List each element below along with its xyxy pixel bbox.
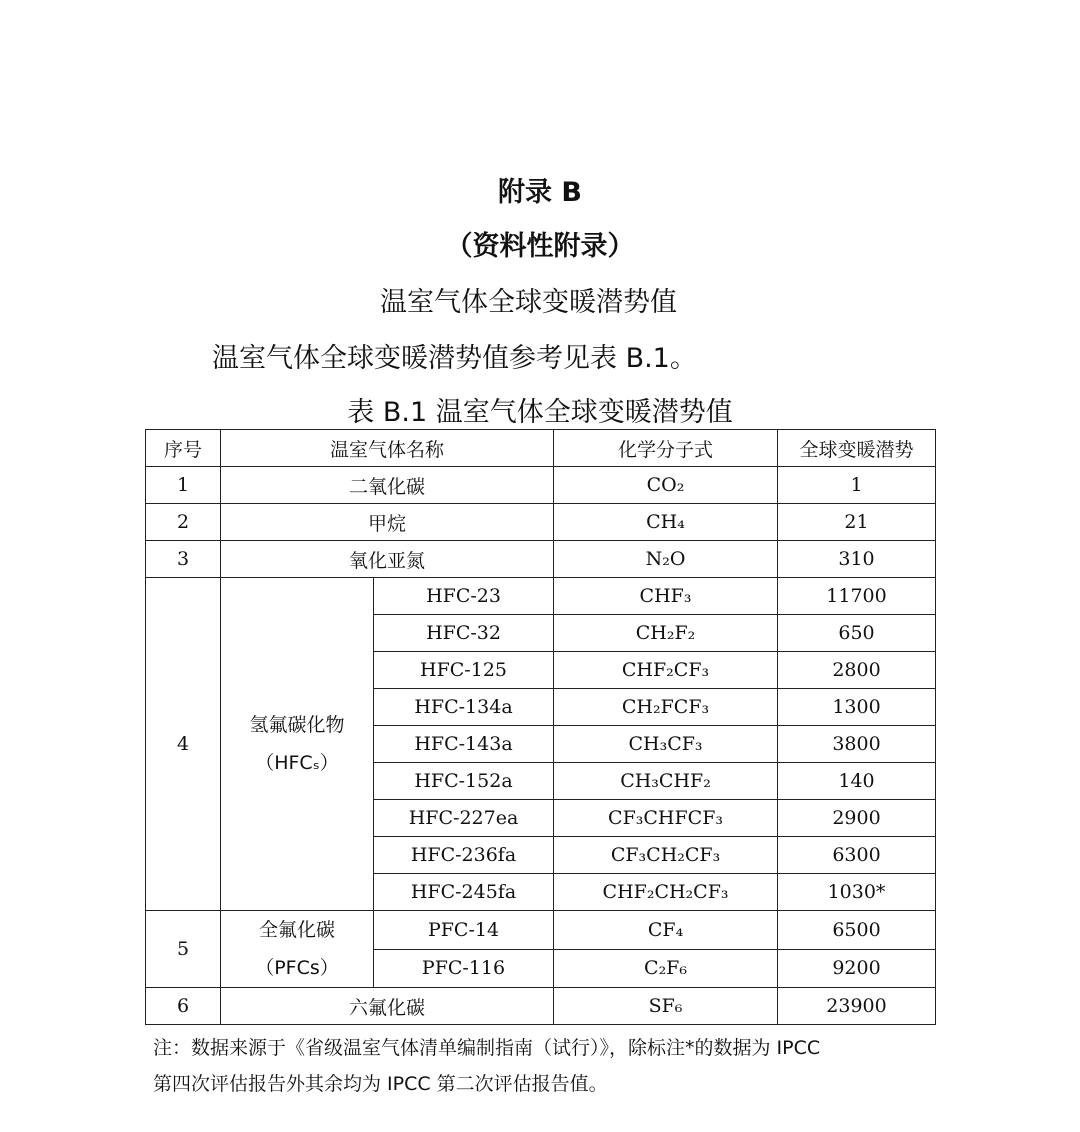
row-number: 6 (146, 988, 221, 1025)
section-heading: 温室气体全球变暖潜势值 (380, 287, 677, 318)
chemical-formula: CF₄ (554, 911, 778, 950)
chemical-formula: CH₃CF₃ (554, 726, 778, 763)
table-row (146, 541, 936, 578)
row-number: 1 (146, 467, 221, 504)
gas-name: HFC-125 (374, 652, 554, 689)
header-cell-no: 序号 (146, 430, 221, 467)
table-row (146, 504, 936, 541)
gwp-value: 23900 (778, 988, 936, 1025)
category-abbreviation: （PFCs） (255, 957, 339, 979)
row-number: 3 (146, 541, 221, 578)
chemical-formula: CH₂F₂ (554, 615, 778, 652)
gwp-value: 21 (778, 504, 936, 541)
gwp-value: 140 (778, 763, 936, 800)
row-number: 4 (146, 578, 221, 911)
row-number: 2 (146, 504, 221, 541)
gas-name: 六氟化碳 (221, 988, 554, 1025)
header-cell-gwp: 全球变暖潜势 (778, 430, 936, 467)
gas-name: HFC-245fa (374, 874, 554, 911)
table-row (146, 988, 936, 1025)
gas-name: HFC-227ea (374, 800, 554, 837)
gwp-value: 11700 (778, 578, 936, 615)
header-cell-name: 温室气体名称 (221, 430, 554, 467)
chemical-formula: CHF₃ (554, 578, 778, 615)
gas-name: HFC-32 (374, 615, 554, 652)
intro-paragraph: 温室气体全球变暖潜势值参考见表 B.1。 (212, 343, 697, 374)
gwp-table (145, 429, 936, 1025)
note-line: 注：数据来源于《省级温室气体清单编制指南（试行）》，除标注*的数据为 IPCC (153, 1037, 821, 1059)
category-name: 氢氟碳化物 (249, 714, 345, 736)
chemical-formula: CH₃CHF₂ (554, 763, 778, 800)
category-name: 全氟化碳 (258, 919, 335, 941)
chemical-formula: N₂O (554, 541, 778, 578)
gwp-value: 6500 (778, 911, 936, 950)
gas-name: 二氧化碳 (221, 467, 554, 504)
chemical-formula: CF₃CHFCF₃ (554, 800, 778, 837)
appendix-subtitle: （资料性附录） (445, 231, 635, 262)
gas-name: HFC-236fa (374, 837, 554, 874)
table-row (146, 578, 936, 615)
table-row (146, 911, 936, 950)
chemical-formula: CHF₂CH₂CF₃ (554, 874, 778, 911)
row-number: 5 (146, 911, 221, 988)
appendix-title: 附录 B (498, 177, 582, 208)
table-note (153, 1030, 943, 1102)
chemical-formula: CO₂ (554, 467, 778, 504)
gas-name: PFC-116 (374, 949, 554, 988)
gwp-value: 1030* (778, 874, 936, 911)
header-cell-formula: 化学分子式 (554, 430, 778, 467)
gas-name: 甲烷 (221, 504, 554, 541)
table-caption: 表 B.1 温室气体全球变暖潜势值 (347, 397, 733, 428)
gwp-value: 9200 (778, 949, 936, 988)
gwp-value: 650 (778, 615, 936, 652)
gas-name: HFC-134a (374, 689, 554, 726)
gwp-value: 2900 (778, 800, 936, 837)
gwp-value: 1 (778, 467, 936, 504)
category-hfcs (221, 578, 374, 911)
note-line: 第四次评估报告外其余均为 IPCC 第二次评估报告值。 (153, 1073, 608, 1095)
chemical-formula: CH₂FCF₃ (554, 689, 778, 726)
table-header-row (146, 430, 936, 467)
chemical-formula: SF₆ (554, 988, 778, 1025)
gas-name: PFC-14 (374, 911, 554, 950)
gwp-value: 310 (778, 541, 936, 578)
gwp-value: 6300 (778, 837, 936, 874)
category-pfcs (221, 911, 374, 988)
gwp-value: 3800 (778, 726, 936, 763)
gwp-value: 1300 (778, 689, 936, 726)
category-abbreviation: （HFCₛ） (255, 752, 339, 774)
gwp-value: 2800 (778, 652, 936, 689)
table-row (146, 467, 936, 504)
chemical-formula: CF₃CH₂CF₃ (554, 837, 778, 874)
gas-name: HFC-23 (374, 578, 554, 615)
gas-name: 氧化亚氮 (221, 541, 554, 578)
chemical-formula: CHF₂CF₃ (554, 652, 778, 689)
chemical-formula: C₂F₆ (554, 949, 778, 988)
gas-name: HFC-152a (374, 763, 554, 800)
gas-name: HFC-143a (374, 726, 554, 763)
chemical-formula: CH₄ (554, 504, 778, 541)
